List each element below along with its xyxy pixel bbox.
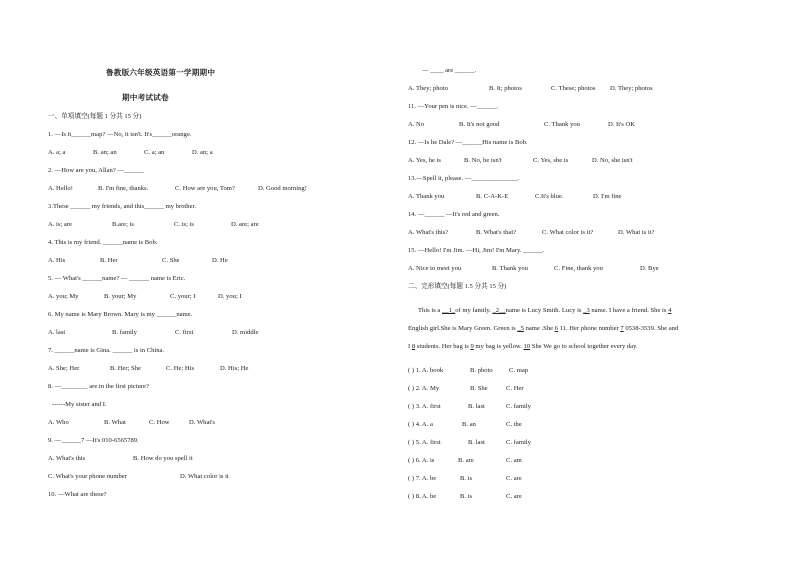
- option-c: C. a; an: [144, 149, 165, 156]
- passage-text: This is a: [418, 307, 442, 314]
- cloze-passage-line2: [408, 324, 678, 333]
- option-c: C. These; photos: [551, 85, 596, 92]
- option-a: A. last: [48, 329, 66, 336]
- option-d: D. His; He: [220, 365, 249, 372]
- question-15-stem: 15. —Hello! I'm Jim. —Hi, Jim! I'm Mary. ______.: [408, 247, 545, 254]
- question-8-stem-reply: ------My sister and I.: [52, 401, 107, 408]
- option-b: B. an: [462, 421, 476, 428]
- cloze-passage-line3: [408, 342, 638, 351]
- option-c: C.It's blue.: [535, 193, 564, 200]
- option-a: A. No: [408, 121, 425, 128]
- option-b: B. last: [468, 403, 485, 410]
- option-c: C. is; is: [174, 221, 194, 228]
- passage-text: my bag is yellow.: [473, 343, 524, 350]
- option-d: D. What's: [189, 419, 215, 426]
- option-a: A. Hello!: [48, 185, 73, 192]
- blank-1: __1_: [442, 307, 456, 314]
- question-10-reply: — ____ are ______.: [422, 67, 477, 74]
- option-b: B. What: [104, 419, 126, 426]
- section1-heading: 一、单项填空(每题 1 分共 15 分): [48, 113, 142, 120]
- option-c: C. Thank you: [544, 121, 580, 128]
- question-3-stem: 3.These ______ my friends, and this______ my brother.: [48, 203, 196, 210]
- option-d: D. They; photos: [610, 85, 653, 92]
- option-b: B. are: [458, 457, 474, 464]
- option-c: C. family: [506, 439, 531, 446]
- option-b: B. is: [460, 475, 473, 482]
- blank-2: _2__: [492, 307, 506, 314]
- passage-text: students. Her bag is: [415, 343, 471, 350]
- question-14-stem: 14. —______ —It's red and green.: [408, 211, 500, 218]
- question-1-stem: 1. —Is it______map? —No, it isn't. It's______orange.: [48, 131, 192, 138]
- section2-heading: 二、完形填空(每题 1.5 分共 15 分): [408, 283, 507, 290]
- option-c: C. are: [506, 493, 522, 500]
- option-a: A. They; photo: [408, 85, 448, 92]
- option-c: C. Her: [506, 385, 524, 392]
- option-b: B. family: [112, 329, 137, 336]
- option-c: C. How are you, Tom?: [175, 185, 235, 192]
- option-c: C. What's your phone number: [48, 473, 127, 480]
- option-a: A. Nice to meet you: [408, 265, 462, 272]
- option-a: A. a; a: [48, 149, 66, 156]
- option-b: B. Her; She: [110, 365, 141, 372]
- blank-4: 4: [668, 307, 672, 314]
- option-d: D. you; I: [218, 293, 242, 300]
- item-number-option-a: ( ) 3. A. first: [408, 403, 441, 410]
- question-13-stem: 13.—Spell it, please. —______________.: [408, 175, 520, 182]
- blank-10: 10: [523, 343, 531, 350]
- blank-5: _5: [517, 325, 524, 332]
- option-a: A. you; My: [48, 293, 79, 300]
- item-number-option-a: ( ) 8. A. be: [408, 493, 437, 500]
- item-number-option-a: ( ) 5. A. first: [408, 439, 441, 446]
- option-b: B. your; My: [104, 293, 137, 300]
- item-number-option-a: ( ) 7. A. be: [408, 475, 437, 482]
- option-a: A. What's this?: [408, 229, 449, 236]
- option-c: C. are: [506, 475, 522, 482]
- blank-9: 9: [470, 343, 474, 350]
- option-c: C. How: [149, 419, 170, 426]
- blank-8: 8: [411, 343, 416, 350]
- option-d: D. an; a: [192, 149, 213, 156]
- option-d: D. Bye: [640, 265, 659, 272]
- passage-text: She We go to school together every day.: [530, 343, 638, 350]
- option-c: C. map: [509, 367, 529, 374]
- option-a: A. Yes, he is: [408, 157, 441, 164]
- question-11-stem: 11. —Your pen is nice. —______.: [408, 103, 499, 110]
- option-a: A. is; are: [48, 221, 72, 228]
- option-b: B. Her: [100, 257, 118, 264]
- option-c: C. Yes, she is: [533, 157, 569, 164]
- blank-6: 6: [554, 325, 558, 332]
- option-d: D. are; are: [231, 221, 259, 228]
- exam-title-line1: 鲁教版六年级英语第一学期期中: [106, 68, 216, 77]
- option-a: A. His: [48, 257, 66, 264]
- option-a: A. Who: [48, 419, 69, 426]
- option-b: B. C-A-K-E: [476, 193, 509, 200]
- option-b: B. It's not good: [459, 121, 500, 128]
- option-c: C. What color is it?: [542, 229, 594, 236]
- question-5-stem: 5. — What's ______name? — ______ name is Eric.: [48, 275, 186, 282]
- option-b: B. What's that?: [476, 229, 517, 236]
- question-10-stem: 10. —What are these?: [48, 491, 107, 498]
- option-d: D. middle: [232, 329, 259, 336]
- passage-text: I: [408, 343, 412, 350]
- option-b: B. I'm fine, thanks.: [98, 185, 149, 192]
- option-b: B. She: [470, 385, 488, 392]
- question-4-stem: 4. This is my friend. ______name is Bob.: [48, 239, 158, 246]
- item-number-option-a: ( ) 1. A. book: [408, 367, 444, 374]
- passage-text: English girl.She is Mary Green. Green is: [408, 325, 518, 332]
- option-b: B. last: [468, 439, 485, 446]
- option-d: D. No, she isn't: [592, 157, 633, 164]
- option-d: D. He: [212, 257, 228, 264]
- option-c: C. He; His: [166, 365, 195, 372]
- option-d: D. It's OK: [608, 121, 636, 128]
- passage-text: name .She: [523, 325, 555, 332]
- option-b: B. It; photos: [489, 85, 522, 92]
- exam-title-line2: 期中考试试卷: [122, 93, 169, 102]
- question-12-stem: 12. —Is he Dale? —______His name is Bob.: [408, 139, 528, 146]
- option-c: C. the: [506, 421, 522, 428]
- option-d: D. Good morning!: [258, 185, 307, 192]
- question-7-stem: 7. ______name is Gina. ______ is in China.: [48, 347, 165, 354]
- question-6-stem: 6. My name is Mary Brown. Mary is my ______name.: [48, 311, 193, 318]
- option-a: A. Thank you: [408, 193, 445, 200]
- cloze-passage-line1: [418, 306, 671, 315]
- option-b: B. is: [460, 493, 473, 500]
- passage-text: of my family.: [455, 307, 493, 314]
- passage-text: name. I have a friend. She is: [589, 307, 669, 314]
- option-c: C. your; I: [170, 293, 196, 300]
- option-c: C. first: [175, 329, 194, 336]
- blank-7: 7: [620, 325, 624, 332]
- option-b: B. How do you spell it: [133, 455, 193, 462]
- option-a: A. She; Her: [48, 365, 80, 372]
- option-c: C. am: [506, 457, 522, 464]
- blank-3: _3: [583, 307, 590, 314]
- option-b: B. photo: [470, 367, 493, 374]
- option-b: B. Thank you: [492, 265, 528, 272]
- option-c: C. Fine, thank you: [554, 265, 603, 272]
- question-2-stem: 2. —How are you, Allan? —______: [48, 167, 144, 174]
- item-number-option-a: ( ) 6. A. is: [408, 457, 435, 464]
- option-a: A. What's this: [48, 455, 86, 462]
- option-d: D. What color is it: [180, 473, 229, 480]
- option-c: C. She: [162, 257, 180, 264]
- question-9-stem: 9. —______7 —It's 010-6565789.: [48, 437, 139, 444]
- option-d: D. What is it?: [618, 229, 655, 236]
- option-b: B. an; an: [93, 149, 117, 156]
- option-b: B. No, he isn't: [464, 157, 502, 164]
- question-8-stem: 8. —________ are in the first picture?: [48, 383, 149, 390]
- option-d: D. I'm fine: [593, 193, 622, 200]
- option-c: C. family: [506, 403, 531, 410]
- passage-text: 11. Her phone number: [557, 325, 621, 332]
- item-number-option-a: ( ) 2. A. My: [408, 385, 440, 392]
- option-b: B.are; is: [112, 221, 134, 228]
- passage-text: 0538-3539. She and: [623, 325, 679, 332]
- passage-text: name is Lucy Smith. Lucy is: [505, 307, 584, 314]
- item-number-option-a: ( ) 4. A. a: [408, 421, 433, 428]
